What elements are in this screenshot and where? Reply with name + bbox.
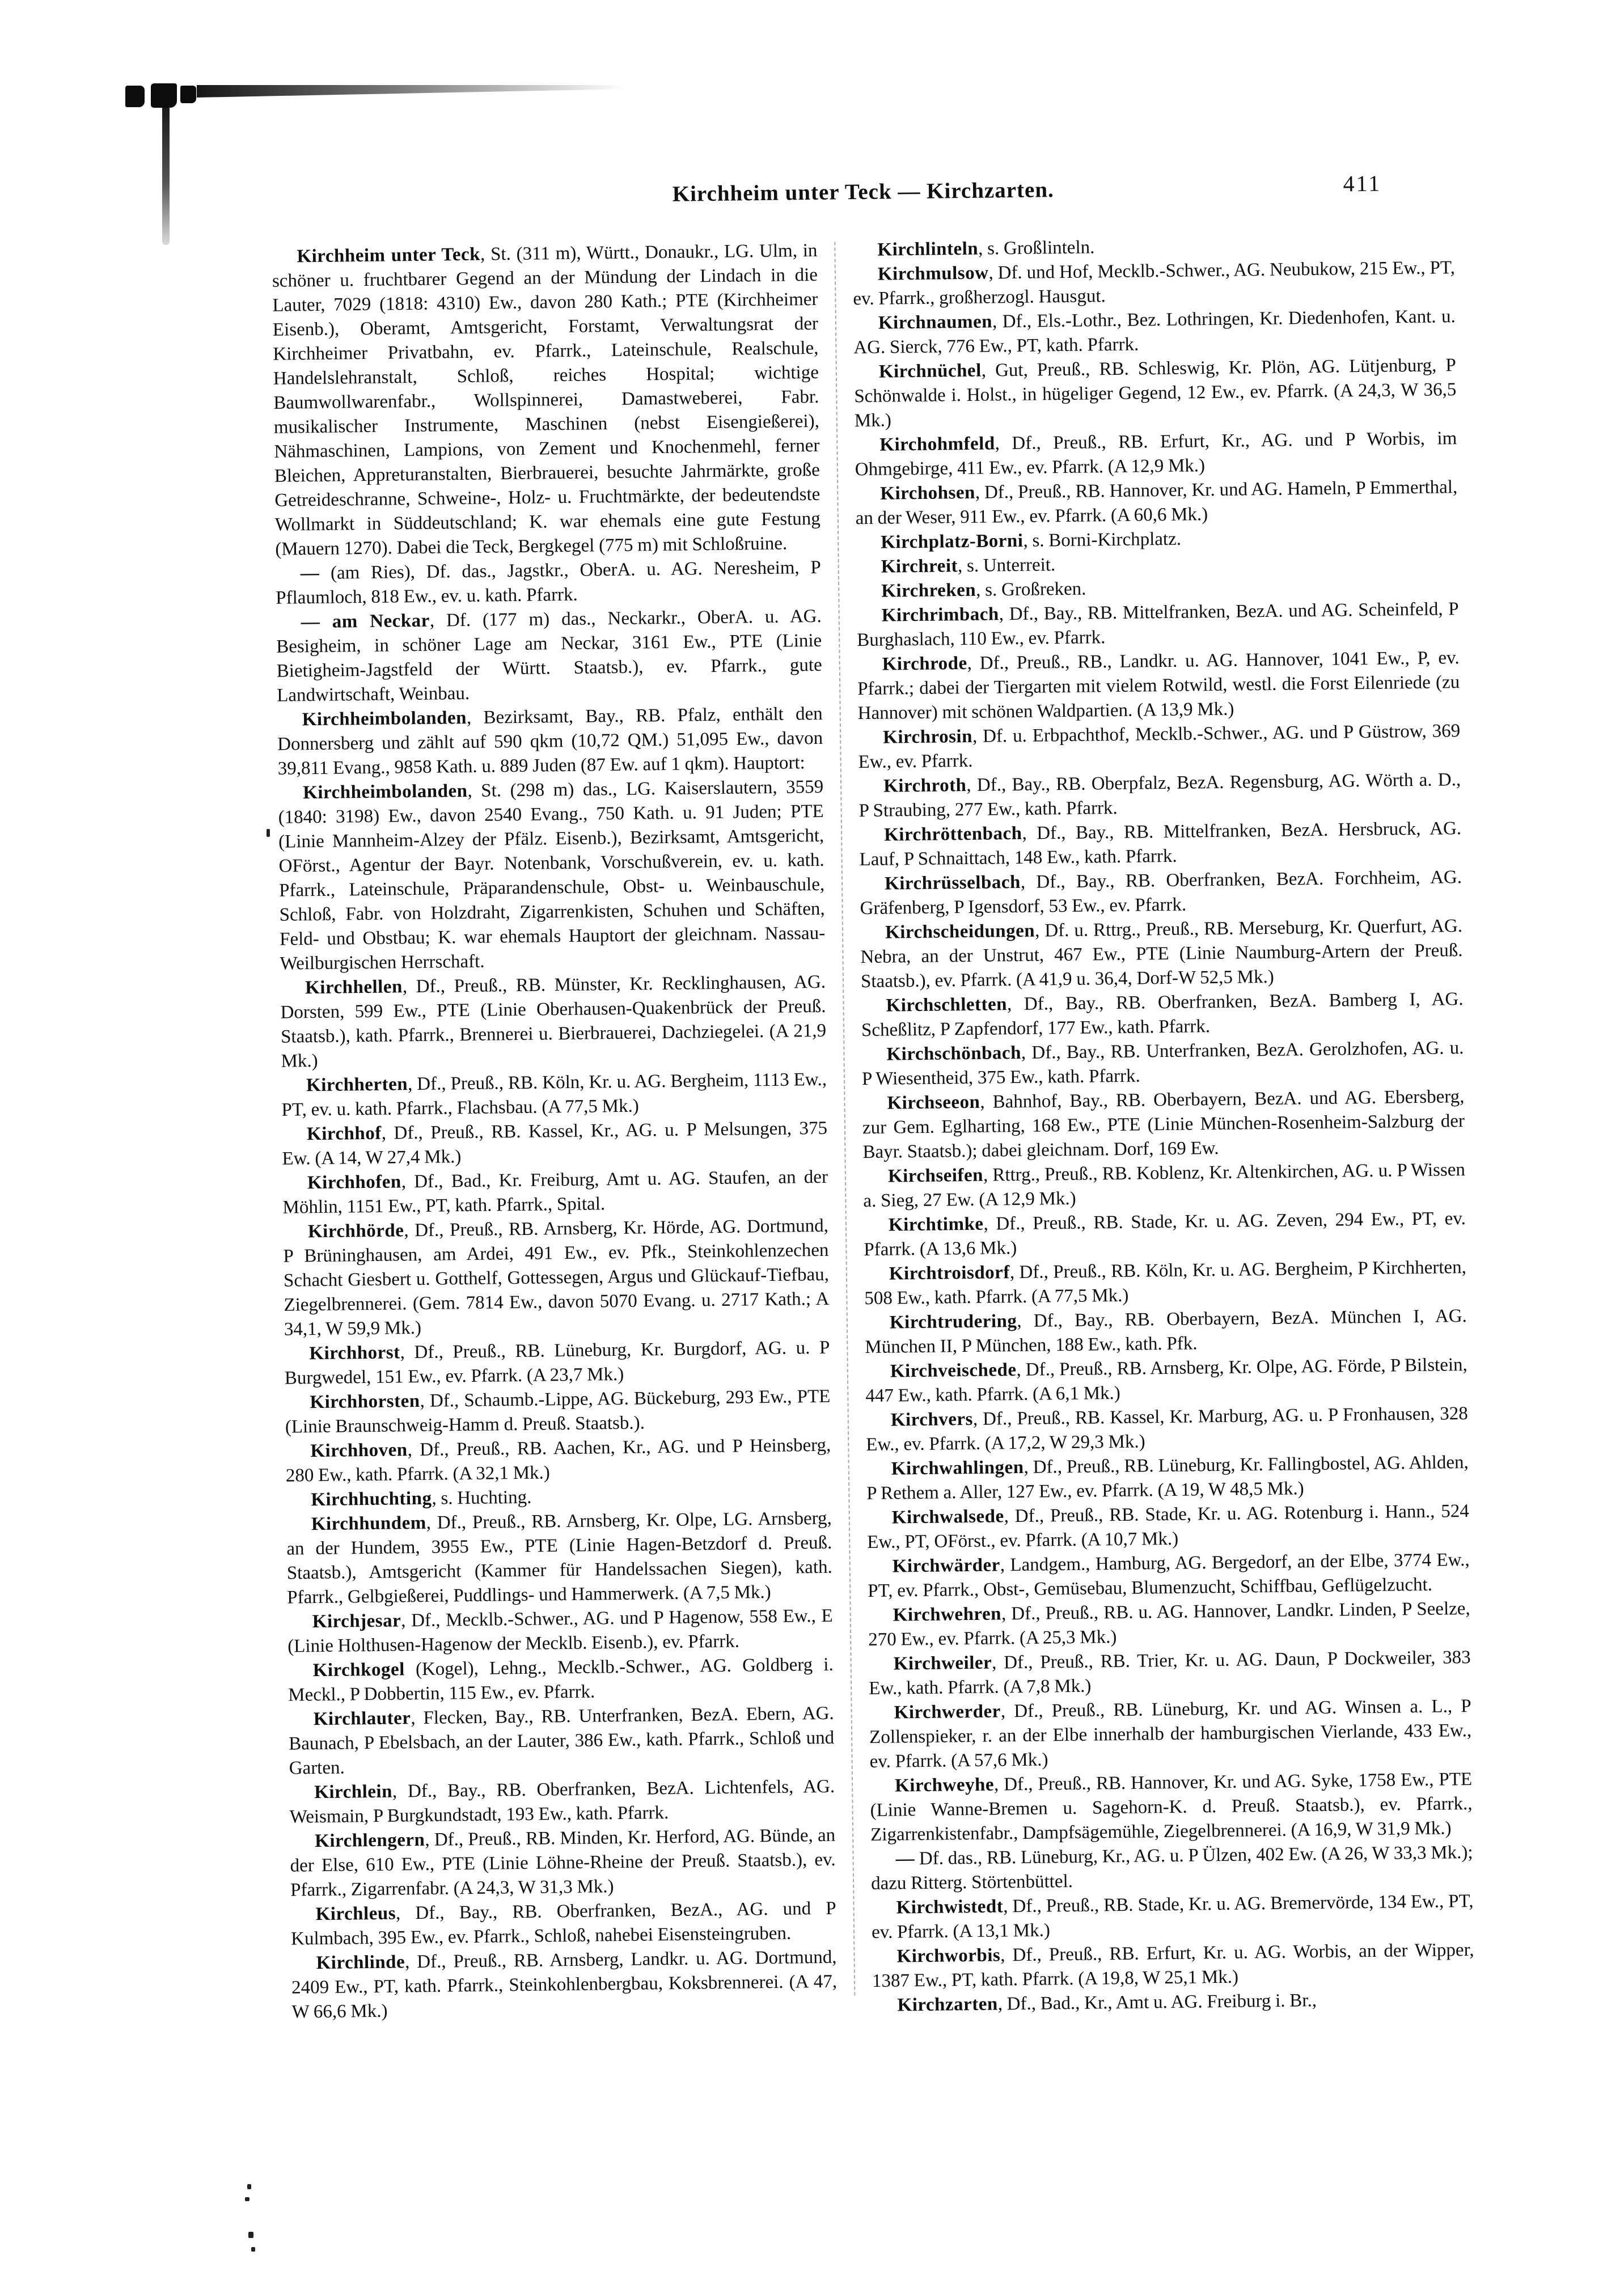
entry-headword: Kirchzarten xyxy=(897,1994,998,2016)
columns xyxy=(272,231,1475,2024)
entry-headword: Kirchwerder xyxy=(894,1701,1001,1723)
gazetteer-entry xyxy=(286,1507,833,1610)
gazetteer-entry xyxy=(865,1304,1467,1360)
ink-smudge-tail xyxy=(197,85,639,98)
gazetteer-entry xyxy=(289,1775,835,1830)
entry-headword: Kirchhorsten xyxy=(310,1391,420,1413)
entry-headword: Kirchohsen xyxy=(880,482,976,504)
gazetteer-entry xyxy=(283,1214,830,1342)
entry-text: , Df., Preuß., RB. Lüneburg, Kr. Burgdorf, AG. u. P Burgwedel, 151 Ew., ev. Pfarrk. (A 23,7 Mk.) xyxy=(284,1337,830,1389)
entry-text: , Df., Preuß., RB. Münster, Kr. Recklinghausen, AG. Dorsten, 599 Ew., PTE (Linie Oberhausen-Quakenbrück der Preuß. Staatsb.), kath. Pfarrk., Brennerei u. Bierbrauerei, Dachziegelei. (A 21,9 Mk.) xyxy=(280,971,827,1072)
entry-headword: Kirchhoven xyxy=(310,1440,408,1462)
gazetteer-entry xyxy=(280,970,827,1074)
entry-text: , Df., Bay., RB. Mittelfranken, BezA. und AG. Scheinfeld, P Burghaslach, 110 Ew., ev. Pfarrk. xyxy=(857,599,1459,651)
entry-headword: Kirchlauter xyxy=(313,1708,411,1730)
ink-speck xyxy=(251,2247,255,2252)
entry-headword: Kirchvers xyxy=(890,1408,974,1431)
entry-text: , s. Borni-Kirchplatz. xyxy=(1023,528,1182,551)
ink-streak xyxy=(162,106,170,245)
gazetteer-entry xyxy=(853,304,1456,360)
entry-text: , Df., Preuß., RB., Landkr. u. AG. Hannover, 1041 Ew., P, ev. Pfarrk.; dabei der Tiergarten mit vielem Rotwild, westl. die Forst Eilenriede (zu Hannover) mit schönen Waldpartien. (A 13,9 Mk.) xyxy=(857,648,1460,724)
text-block xyxy=(271,172,1476,2024)
entry-text: , Landgem., Hamburg, AG. Bergedorf, an der Elbe, 3774 Ew., PT, ev. Pfarrk., Obst-, Gemüsebau, Blumenzucht, Schiffbau, Geflügelzucht. xyxy=(868,1550,1470,1602)
entry-text: (Kogel), Lehng., Mecklb.-Schwer., AG. Goldberg i. Meckl., P Dobbertin, 115 Ew., ev. Pfarrk. xyxy=(288,1654,834,1706)
entry-headword: Kirchroth xyxy=(883,775,967,797)
entry-headword: Kirchheim unter Teck xyxy=(297,244,481,267)
ink-smudge xyxy=(180,86,196,103)
entry-text: , Rttrg., Preuß., RB. Koblenz, Kr. Altenkirchen, AG. u. P Wissen a. Sieg, 27 Ew. (A 12,9 Mk.) xyxy=(863,1160,1466,1212)
entry-text: , s. Huchting. xyxy=(432,1487,532,1509)
entry-text: , Df., Preuß., RB. Arnsberg, Kr. Olpe, LG. Arnsberg, an der Hundem, 3955 Ew., PTE (Linie Hagen-Betzdorf d. Preuß. Staatsb.), Amtsgericht (Kammer für Handelssachen Siegen), kath. Pfarrk., Gelbgießerei, Puddlings- und Hammerwerk. (A 7,5 Mk.) xyxy=(286,1508,832,1608)
entry-headword: Kirchscheidungen xyxy=(885,920,1035,943)
entry-headword: Kirchhellen xyxy=(304,976,403,999)
gazetteer-entry xyxy=(285,1433,831,1488)
entry-text: (am Ries), Df. das., Jagstkr., OberA. u. AG. Neresheim, P Pflaumloch, 818 Ew., ev. u. kath. Pfarrk. xyxy=(276,557,821,608)
entry-text: , Df., Mecklb.-Schwer., AG. und P Hagenow, 558 Ew., E (Linie Holthusen-Hagenow der Mecklb. Eisenb.), ev. Pfarrk. xyxy=(287,1605,833,1657)
column-divider xyxy=(834,242,855,1996)
gazetteer-entry xyxy=(860,914,1463,994)
entry-headword: Kirchreken xyxy=(881,579,976,602)
entry-headword: Kirchveischede xyxy=(890,1360,1017,1382)
entry-headword: Kirchwehren xyxy=(893,1604,1002,1626)
running-header xyxy=(271,172,1456,218)
gazetteer-entry xyxy=(856,597,1459,653)
entry-headword: Kirchröttenbach xyxy=(883,823,1022,845)
entry-headword: Kirchrosin xyxy=(882,726,973,748)
entry-headword: Kirchlengern xyxy=(314,1829,425,1852)
entry-headword: Kirchrüsselbach xyxy=(884,871,1021,894)
entry-text: , Df., Preuß., RB. Stade, Kr. u. AG. Rotenburg i. Hann., 524 Ew., PT, OFörst., ev. Pfarrk. (A 10,7 Mk.) xyxy=(867,1501,1469,1553)
ink-speck xyxy=(248,2232,253,2238)
entry-text: , Bezirksamt, Bay., RB. Pfalz, enthält den Donnersberg und zählt auf 590 qkm (10,72 QM.) 51,095 Ew., davon 39,811 Evang., 9858 Kath. u. 889 Juden (87 Ew. auf 1 qkm). Hauptort: xyxy=(277,703,823,779)
gazetteer-entry xyxy=(290,1897,836,1952)
entry-headword: Kirchhofen xyxy=(307,1171,401,1194)
gazetteer-entry xyxy=(276,604,823,708)
entry-headword: Kirchseifen xyxy=(887,1165,984,1187)
entry-headword: Kirchrode xyxy=(882,653,967,675)
entry-text: , Df., Bay., RB. Oberbayern, BezA. München I, AG. München II, P München, 188 Ew., kath. Pfk. xyxy=(865,1306,1467,1358)
entry-text: , Df., Preuß., RB. Stade, Kr. u. AG. Bremervörde, 134 Ew., PT, ev. Pfarrk. (A 13,1 Mk.) xyxy=(871,1890,1474,1943)
entry-text: , Flecken, Bay., RB. Unterfranken, BezA. Ebern, AG. Baunach, P Ebelsbach, an der Lauter, 386 Ew., kath. Pfarrk., Schloß und Garten. xyxy=(289,1703,835,1779)
entry-text: , Df. (177 m) das., Neckarkr., OberA. u. AG. Besigheim, in schöner Lage am Neckar, 3161 Ew., PTE (Linie Bietigheim-Jagstfeld der Württ. Staatsb.), ev. Pfarrk., gute Landwirtschaft, Weinbau. xyxy=(276,606,822,706)
entry-text: , Df., Preuß., RB. Aachen, Kr., AG. und P Heinsberg, 280 Ew., kath. Pfarrk. (A 32,1 Mk.) xyxy=(285,1435,831,1486)
column-left xyxy=(272,239,838,2025)
gazetteer-entry xyxy=(859,816,1462,872)
entry-text: , Df., Preuß., RB. Trier, Kr. u. AG. Daun, P Dockweiler, 383 Ew., kath. Pfarrk. (A 7,8 Mk.) xyxy=(868,1647,1471,1699)
entry-headword: Kirchkogel xyxy=(312,1659,405,1681)
entry-text: , Df., Bay., RB. Mittelfranken, BezA. Hersbruck, AG. Lauf, P Schnaittach, 148 Ew., kath. Pfarrk. xyxy=(859,818,1462,870)
gazetteer-entry xyxy=(864,1207,1466,1262)
gazetteer-entry xyxy=(285,1385,831,1440)
gazetteer-entry xyxy=(857,646,1460,726)
gazetteer-entry xyxy=(865,1353,1468,1408)
entry-headword: Kirchnaumen xyxy=(878,311,993,333)
entry-headword: Kirchlinteln xyxy=(877,238,979,260)
gazetteer-entry xyxy=(870,1841,1473,1896)
gazetteer-entry xyxy=(860,865,1462,921)
page-number: 411 xyxy=(1343,170,1382,197)
entry-headword: Kirchhof xyxy=(306,1123,382,1145)
gazetteer-entry xyxy=(855,475,1458,531)
entry-text: Df. das., RB. Lüneburg, Kr., AG. u. P Ülzen, 402 Ew. (A 26, W 33,3 Mk.); dazu Ritterg. Störtenbüttel. xyxy=(870,1842,1473,1894)
entry-text: , Df., Preuß., RB. Lüneburg, Kr. Fallingbostel, AG. Ahlden, P Rethem a. Aller, 127 Ew., ev. Pfarrk. (A 19, W 48,5 Mk.) xyxy=(866,1452,1469,1504)
entry-text: , Df., Preuß., RB. Lüneburg, Kr. und AG. Winsen a. L., P Zollenspieker, r. an der Elbe innerhalb der hamburgischen Vierlande, 433 Ew., ev. Pfarrk. (A 57,6 Mk.) xyxy=(869,1696,1472,1772)
gazetteer-entry xyxy=(290,1824,836,1903)
gazetteer-entry xyxy=(288,1653,834,1708)
entry-text: , Df., Preuß., RB. Hannover, Kr. und AG. Hameln, P Emmerthal, an der Weser, 911 Ew., ev. Pfarrk. (A 60,6 Mk.) xyxy=(855,477,1458,529)
gazetteer-entry xyxy=(866,1402,1469,1457)
gazetteer-entry xyxy=(282,1165,828,1220)
entry-text: , Df., Preuß., RB. Kassel, Kr. Marburg, AG. u. P Fronhausen, 328 Ew., ev. Pfarrk. (A 17,2, W 29,3 Mk.) xyxy=(866,1403,1468,1456)
gazetteer-entry xyxy=(868,1645,1471,1701)
gazetteer-entry xyxy=(868,1548,1470,1604)
gazetteer-entry xyxy=(864,1255,1467,1311)
gazetteer-entry xyxy=(861,1036,1464,1091)
entry-text: , Df., Schaumb.-Lippe, AG. Bückeburg, 293 Ew., PTE (Linie Braunschweig-Hamm d. Preuß. Staatsb.). xyxy=(285,1386,831,1437)
entry-text: , Df., Bad., Kr. Freiburg, Amt u. AG. Staufen, an der Möhlin, 1151 Ew., PT, kath. Pfarrk., Spital. xyxy=(282,1166,828,1218)
entry-headword: Kirchseeon xyxy=(887,1091,980,1114)
entry-text: , Df., Preuß., RB. Erfurt, Kr., AG. und P Worbis, im Ohmgebirge, 411 Ew., ev. Pfarrk. (A 12,9 Mk.) xyxy=(855,428,1457,480)
gazetteer-entry xyxy=(272,239,821,562)
entry-headword: Kirchwalsede xyxy=(891,1506,1004,1528)
gazetteer-entry xyxy=(862,1085,1465,1165)
ink-smudge xyxy=(125,86,145,107)
entry-text: , Df., Preuß., RB. Kassel, Kr., AG. u. P Melsungen, 375 Ew. (A 14, W 27,4 Mk.) xyxy=(282,1118,828,1169)
ink-smudge xyxy=(151,83,177,108)
entry-text: , Df. und Hof, Mecklb.-Schwer., AG. Neubukow, 215 Ew., PT, ev. Pfarrk., großherzogl. Hausgut. xyxy=(853,257,1456,310)
entry-text: , Df., Preuß., RB. Minden, Kr. Herford, AG. Bünde, an der Else, 610 Ew., PTE (Linie Löhne-Rheine der Preuß. Staatsb.), ev. Pfarrk., Zigarrenfabr. (A 24,3, W 31,3 Mk.) xyxy=(290,1825,836,1901)
gazetteer-entry xyxy=(291,1945,837,2025)
entry-text: , Df., Els.-Lothr., Bez. Lothringen, Kr. Diedenhofen, Kant. u. AG. Sierck, 776 Ew., PT, kath. Pfarrk. xyxy=(853,306,1456,358)
entry-headword: Kirchwärder xyxy=(892,1555,1000,1577)
entry-text: , Df., Bay., RB. Oberfranken, BezA. Lichtenfels, AG. Weismain, P Burgkundstadt, 193 Ew., kath. Pfarrk. xyxy=(289,1776,835,1827)
gazetteer-entry xyxy=(868,1597,1470,1652)
entry-text: , St. (298 m) das., LG. Kaiserslautern, 3559 (1840: 3198) Ew., davon 2540 Evang., 750 Kath. u. 91 Juden; PTE (Linie Mannheim-Alzey der Pfälz. Eisenb.), Bezirksamt, Amtsgericht, OFörst., Agentur der Bayr. Notenbank, Vorschußverein, ev. u. kath. Pfarrk., Lateinschule, Präparandenschule, Obst- u. Weinbauschule, Schloß, Fabr. von Holzdraht, Zigarrenkisten, Schuhen und Schäften, Feld- und Obstbau; K. war ehemals Hauptort der gleichnam. Nassau-Weilburgischen Herrschaft. xyxy=(278,776,826,974)
entry-text: , Df., Preuß., RB. Arnsberg, Kr. Olpe, AG. Förde, P Bilstein, 447 Ew., kath. Pfarrk. (A 6,1 Mk.) xyxy=(865,1355,1467,1407)
gazetteer-entry xyxy=(872,1938,1474,1994)
entry-text: , Df., Bad., Kr., Amt u. AG. Freiburg i. Br., xyxy=(997,1990,1317,2015)
entry-headword: Kirchheimbolanden xyxy=(302,707,467,730)
gazetteer-entry xyxy=(863,1158,1466,1213)
entry-headword: Kirchnüchel xyxy=(878,360,982,382)
gazetteer-entry xyxy=(867,1499,1470,1555)
entry-headword: Kirchwistedt xyxy=(896,1896,1004,1918)
entry-headword: Kirchlein xyxy=(314,1781,393,1803)
entry-text: , Df., Bay., RB. Oberpfalz, BezA. Regensburg, AG. Wörth a. D., P Straubing, 277 Ew., kath. Pfarrk. xyxy=(858,769,1461,822)
entry-text: , Df., Preuß., RB. Hannover, Kr. und AG. Syke, 1758 Ew., PTE (Linie Wanne-Bremen u. Sagehorn-K. d. Preuß. Staatsb.), ev. Pfarrk., Zigarrenkistenfabr., Dampfsägemühle, Ziegelbrennerei. (A 16,9, W 31,9 Mk.) xyxy=(870,1769,1473,1846)
entry-headword: Kirchherten xyxy=(306,1074,408,1096)
entry-text: , Df., Bay., RB. Oberfranken, BezA. Forchheim, AG. Gräfenberg, P Igensdorf, 53 Ew., ev. Pfarrk. xyxy=(860,867,1462,919)
entry-headword: Kirchrimbach xyxy=(881,604,999,626)
ink-speck xyxy=(247,2184,251,2189)
entry-text: , Df., Preuß., RB. Stade, Kr. u. AG. Zeven, 294 Ew., PT, ev. Pfarrk. (A 13,6 Mk.) xyxy=(864,1208,1466,1260)
entry-headword: — am Neckar xyxy=(301,610,430,633)
entry-text: , s. Großlinteln. xyxy=(978,237,1095,259)
entry-text: , Bahnhof, Bay., RB. Oberbayern, BezA. und AG. Ebersberg, zur Gem. Eglharting, 168 Ew., PTE (Linie München-Rosenheim-Salzburg der Bayr. Staatsb.); dabei gleichnam. Dorf, 169 Ew. xyxy=(862,1086,1465,1163)
entry-headword: Kirchschönbach xyxy=(886,1042,1022,1065)
entry-headword: Kirchjesar xyxy=(312,1610,401,1632)
gazetteer-entry xyxy=(853,256,1456,311)
entry-headword: Kirchtrudering xyxy=(889,1311,1017,1333)
entry-text: , Df. u. Erbpachthof, Mecklb.-Schwer., AG. und P Güstrow, 369 Ew., ev. Pfarrk. xyxy=(858,721,1461,773)
gazetteer-entry xyxy=(871,1889,1474,1945)
entry-headword: Kirchohmfeld xyxy=(879,433,995,455)
entry-text: , Df., Bay., RB. Unterfranken, BezA. Gerolzhofen, AG. u. P Wiesentheid, 375 Ew., kath. Pfarrk. xyxy=(861,1038,1464,1090)
gazetteer-entry xyxy=(287,1604,834,1659)
entry-text: , Df., Preuß., RB. Köln, Kr. u. AG. Bergheim, P Kirchherten, 508 Ew., kath. Pfarrk. (A 77,5 Mk.) xyxy=(864,1257,1467,1309)
entry-headword: Kirchtimke xyxy=(888,1213,984,1236)
entry-headword: — xyxy=(895,1848,915,1869)
entry-text: , Df., Preuß., RB. Arnsberg, Landkr. u. AG. Dortmund, 2409 Ew., PT, kath. Pfarrk., Steinkohlenbergbau, Koksbrennerei. (A 47, W 66,6 Mk.) xyxy=(291,1947,838,2023)
entry-headword: Kirchheimbolanden xyxy=(303,780,468,803)
entry-headword: Kirchhörde xyxy=(307,1220,404,1242)
entry-text: , Df., Bay., RB. Oberfranken, BezA. Bamberg I, AG. Scheßlitz, P Zapfendorf, 177 Ew., kath. Pfarrk. xyxy=(861,989,1464,1041)
entry-headword: Kirchwahlingen xyxy=(891,1457,1024,1479)
entry-headword: Kirchhundem xyxy=(311,1512,426,1535)
gazetteer-entry xyxy=(284,1336,830,1391)
gazetteer-entry xyxy=(870,1767,1473,1847)
gazetteer-entry xyxy=(281,1068,827,1123)
entry-headword: Kirchlinde xyxy=(316,1952,405,1974)
ink-speck xyxy=(245,2197,249,2201)
entry-headword: Kirchhuchting xyxy=(311,1488,432,1511)
gazetteer-entry xyxy=(289,1702,835,1781)
entry-headword: Kirchtroisdorf xyxy=(889,1262,1010,1284)
header-title: Kirchheim unter Teck — Kirchzarten. xyxy=(672,177,1055,206)
gazetteer-entry xyxy=(282,1116,828,1171)
entry-headword: Kirchmulsow xyxy=(877,263,989,285)
entry-text: , Df. u. Rttrg., Preuß., RB. Merseburg, Kr. Querfurt, AG. Nebra, an der Unstrut, 467 Ew., PTE (Linie Naumburg-Artern der Preuß. Staatsb.), ev. Pfarrk. (A 41,9 u. 36,4, Dorf-W 52,5 Mk.) xyxy=(860,916,1463,992)
entry-text: , Df., Preuß., RB. Arnsberg, Kr. Hörde, AG. Dortmund, P Brüninghausen, am Ardei, 491 Ew., ev. Pfk., Steinkohlenzechen Schacht Giesbert u. Gotthelf, Gottessegen, Argus und Glückauf-Tiefbau, Ziegelbrennerei. (Gem. 7814 Ew., davon 5070 Evang. u. 2717 Kath.; A 34,1, W 59,9 Mk.) xyxy=(283,1215,830,1340)
entry-headword: Kirchschletten xyxy=(886,994,1008,1016)
gazetteer-entry xyxy=(858,768,1461,823)
entry-headword: — xyxy=(300,562,320,584)
entry-headword: Kirchhorst xyxy=(309,1342,400,1364)
entry-text: , Gut, Preuß., RB. Schleswig, Kr. Plön, AG. Lütjenburg, P Schönwalde i. Holst., in hügeliger Gegend, 12 Ew., ev. Pfarrk. (A 24,3, W 36,5 Mk.) xyxy=(854,355,1457,431)
gazetteer-entry xyxy=(861,987,1464,1043)
gazetteer-entry xyxy=(855,426,1457,482)
entry-text: , s. Unterreit. xyxy=(957,555,1056,577)
entry-headword: Kirchleus xyxy=(315,1903,396,1925)
entry-headword: Kirchweiler xyxy=(893,1652,992,1674)
entry-headword: Kirchplatz-Borni xyxy=(881,530,1024,553)
gazetteer-entry xyxy=(854,353,1457,433)
entry-headword: Kirchweyhe xyxy=(894,1774,995,1796)
entry-text: , St. (311 m), Württ., Donaukr., LG. Ulm, in schöner u. fruchtbarer Gegend an der Mündung der Lindach in die Lauter, 7029 (1818: 4310) Ew., davon 280 Kath.; PTE (Kirchheimer Eisenb.), Oberamt, Amtsgericht, Forstamt, Verwaltungsrat der Kirchheimer Privatbahn, ev. Pfarrk., Lateinschule, Realschule, Handelslehranstalt, Schloß, reiches Hospital; wichtige Baumwollwarenfabr., Wollspinnerei, Damastweberei, Fabr. musikalischer Instrumente, Maschinen (nebst Eisengießerei), Nähmaschinen, Lampions, von Zement und Knochenmehl, ferner Bleichen, Appreturanstalten, Bierbrauerei, besuchte Jahrmärkte, große Getreideschranne, Schweine-, Holz- u. Fruchtmärkte, der bedeutendste Wollmarkt in Süddeutschland; K. war ehemals eine gute Festung (Mauern 1270). Dabei die Teck, Bergkegel (775 m) mit Schloßruine. xyxy=(272,240,821,560)
gazetteer-entry xyxy=(277,702,823,781)
gazetteer-entry xyxy=(276,556,822,611)
entry-headword: Kirchworbis xyxy=(896,1945,1001,1967)
entry-text: , Df., Preuß., RB. Erfurt, Kr. u. AG. Worbis, an der Wipper, 1387 Ew., PT, kath. Pfarrk. (A 19,8, W 25,1 Mk.) xyxy=(872,1939,1474,1992)
gazetteer-entry xyxy=(278,775,826,976)
entry-headword: Kirchreit xyxy=(881,556,958,577)
entry-text: , s. Großreken. xyxy=(975,578,1086,600)
gazetteer-entry xyxy=(869,1694,1471,1774)
ink-speck xyxy=(267,829,270,837)
entry-text: , Df., Preuß., RB. u. AG. Hannover, Landkr. Linden, P Seelze, 270 Ew., ev. Pfarrk. (A 25,3 Mk.) xyxy=(868,1598,1470,1651)
gazetteer-entry xyxy=(858,719,1461,775)
entry-text: , Df., Bay., RB. Oberfranken, BezA., AG. und P Kulmbach, 395 Ew., ev. Pfarrk., Schloß, nahebei Eisensteingruben. xyxy=(290,1898,836,1949)
entry-text: , Df., Preuß., RB. Köln, Kr. u. AG. Bergheim, 1113 Ew., PT, ev. u. kath. Pfarrk., Flachsbau. (A 77,5 Mk.) xyxy=(281,1069,827,1120)
column-right xyxy=(852,231,1475,2018)
gazetteer-entry xyxy=(866,1450,1469,1506)
